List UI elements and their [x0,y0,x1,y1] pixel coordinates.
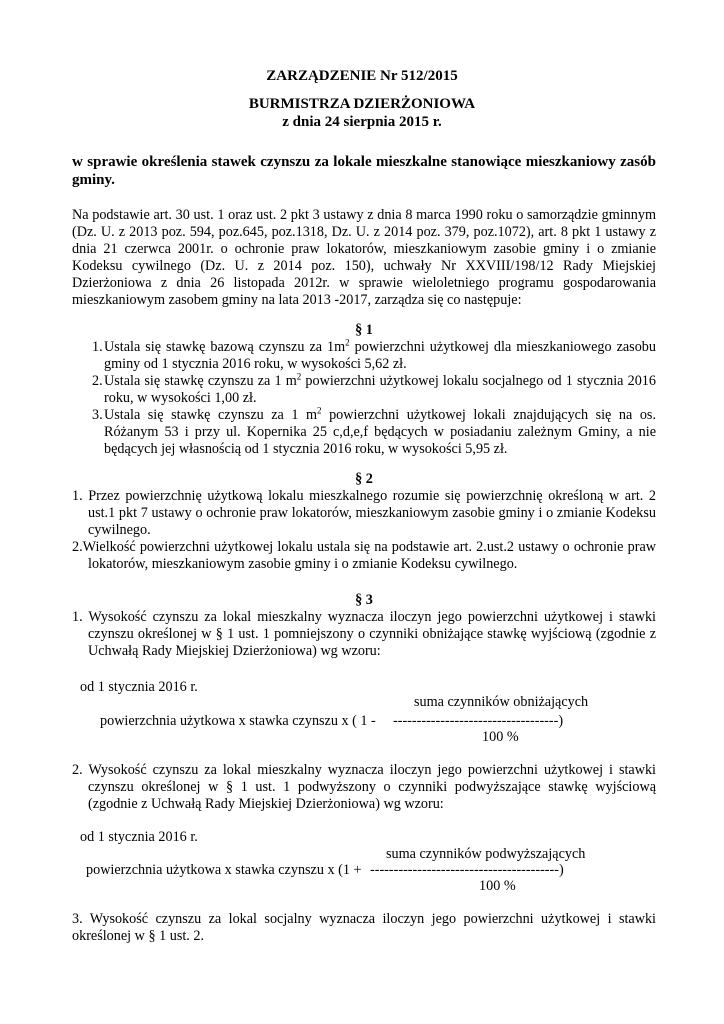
formula-1-fraction-bar: -----------------------------------) [393,713,564,729]
formula-1-date: od 1 stycznia 2016 r. [80,679,198,695]
section-1-item-1: 1. Ustala się stawkę bazową czynszu za $1m^2$ powierzchni użytkowej dla mieszkaniowego zasobu gminy od 1 stycznia 2016 roku, w wysokości 5,62 zł. [92,337,656,372]
issuer-heading: BURMISTRZA DZIERŻONIOWA [248,96,476,112]
formula-1-lhs: powierzchnia użytkowa x stawka czynszu x ( 1 - [100,713,376,729]
formula-2-numerator: suma czynników podwyższających [386,846,586,862]
section-2-item-1: 1. Przez powierzchnię użytkową lokalu mieszkalnego rozumie się powierzchnię określoną w art. 2 ust.1 pkt 7 ustawy o ochronie praw lokatorów, mieszkaniowym zasobie gminy i o zmianie Kodeksu cywilnego. [72,488,656,538]
preamble: Na podstawie art. 30 ust. 1 oraz ust. 2 pkt 3 ustawy z dnia 8 marca 1990 roku o samorządzie gminnym (Dz. U. z 2013 poz. 594, poz.645, poz.1318, Dz. U. z 2014 poz. 379, poz.1072), art. 8 pkt 1 ustawy z dnia 21 czerwca 2001r. o ochronie praw lokatorów, mieszkaniowym zasobie gminy i o zmianie Kodeksu cywilnego (Dz. U. z 2014 poz. 150), uchwały Nr XXVIII/198/12 Rady Miejskiej Dzierżoniowa z dnia 26 listopada 2012r. w sprawie wieloletniego programu gospodarowania mieszkaniowym zasobem gminy na lata 2013 -2017, zarządza się co następuje: [72,207,656,308]
section-3-item-3: 3. Wysokość czynszu za lokal socjalny wyznacza iloczyn jego powierzchni użytkowej i stawki określonej w § 1 ust. 2. [72,911,656,944]
formula-2-lhs: powierzchnia użytkowa x stawka czynszu x (1 + [86,862,362,878]
section-2-list [72,488,656,573]
document-subject: w sprawie określenia stawek czynszu za lokale mieszkalne stanowiące mieszkaniowy zasób gminy. [72,154,656,188]
section-3-heading: § 3 [355,592,373,608]
section-1-item-3: 3. Ustala się stawkę czynszu za 1 $m^2$ powierzchni użytkowej lokali znajdujących się na os. Różanym 53 i przy ul. Kopernika 25 c,d,e,f będących w posiadaniu zależnym Gminy, a nie będących jej własnością od 1 stycznia 2016 roku, w wysokości 5,95 zł. [92,405,656,457]
document-date: z dnia 24 sierpnia 2015 r. [282,114,442,130]
formula-2-date: od 1 stycznia 2016 r. [80,829,198,845]
section-2-heading: § 2 [355,471,373,487]
section-3-item-1: 1. Wysokość czynszu za lokal mieszkalny wyznacza iloczyn jego powierzchni użytkowej i stawki czynszu określonej w § 1 ust. 1 pomniejszony o czynniki obniżające stawkę wyjściową (zgodnie z Uchwałą Rady Miejskiej Dzierżoniowa) wg wzoru: [72,609,656,659]
formula-1-denominator: 100 % [482,729,519,745]
document-title: ZARZĄDZENIE Nr 512/2015 [266,68,458,84]
section-1-item-2: 2. Ustala się stawkę czynszu za 1 $m^2$ powierzchni użytkowej lokalu socjalnego od 1 stycznia 2016 roku, w wysokości 1,00 zł. [92,371,656,406]
section-1-list [72,339,656,458]
formula-2-fraction-bar: ----------------------------------------) [370,862,564,878]
section-3-item-2: 2. Wysokość czynszu za lokal mieszkalny wyznacza iloczyn jego powierzchni użytkowej i stawki czynszu określonej w § 1 ust. 1 podwyższony o czynniki podwyższające stawkę wyjściową (zgodnie z Uchwałą Rady Miejskiej Dzierżoniowa) wg wzoru: [72,762,656,812]
formula-2-denominator: 100 % [479,878,516,894]
section-1-heading: § 1 [355,322,373,338]
formula-1-numerator: suma czynników obniżających [414,694,589,710]
section-2-item-2: 2.Wielkość powierzchni użytkowej lokalu ustala się na podstawie art. 2.ust.2 ustawy o ochronie praw lokatorów, mieszkaniowym zasobie gminy i o zmianie Kodeksu cywilnego. [72,539,656,572]
